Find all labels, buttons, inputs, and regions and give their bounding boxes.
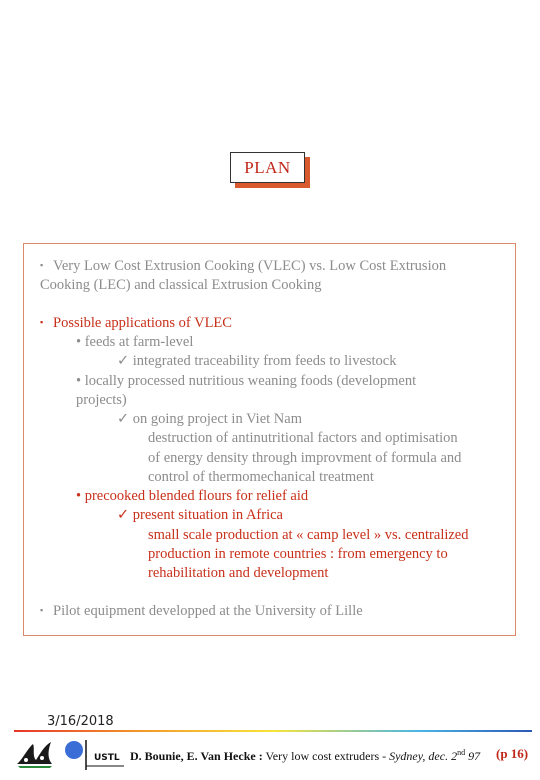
footer-rainbow-rule — [14, 730, 532, 732]
detail-line: of energy density through improvment of formula and — [148, 450, 462, 466]
item-text: Possible applications of VLEC — [53, 315, 232, 331]
detail-line: rehabilitation and development — [148, 565, 329, 581]
sub-sub-item-africa: ✓ present situation in Africa — [117, 507, 283, 523]
item-text-continued: Cooking (LEC) and classical Extrusion Cooking — [40, 277, 322, 293]
detail-line: small scale production at « camp level » vs. centralized — [148, 527, 469, 543]
item-text: Very Low Cost Extrusion Cooking (VLEC) vs. Low Cost Extrusion — [53, 258, 447, 274]
detail-line: production in remote countries : from emergency to — [148, 546, 448, 562]
sub-item-weaning-foods: • locally processed nutritious weaning foods (development — [76, 373, 417, 389]
footer-subject: Very low cost extruders - — [262, 749, 390, 763]
ustl-logo-label: USTL — [94, 753, 120, 763]
sub-item-relief-aid: • precooked blended flours for relief aid — [76, 488, 309, 504]
bullet-item-vlec-comparison — [40, 258, 446, 275]
title-block — [230, 152, 312, 190]
ustl-logo-icon — [64, 736, 126, 772]
sub-sub-item-viet-nam: ✓ on going project in Viet Nam — [117, 411, 302, 427]
detail-line: destruction of antinutritional factors and optimisation — [148, 430, 458, 446]
page-title: PLAN — [230, 152, 305, 183]
footer-date: 3/16/2018 — [47, 714, 114, 729]
sub-item-feeds: • feeds at farm-level — [76, 334, 194, 350]
footer-event-sup: nd — [457, 748, 466, 757]
item-text: Pilot equipment developped at the University of Lille — [53, 603, 363, 619]
detail-line: control of thermomechanical treatment — [148, 469, 374, 485]
square-bullet-icon: ▪ — [40, 317, 44, 327]
footer-citation — [130, 748, 480, 764]
sub-item-weaning-foods-continued: projects) — [76, 392, 127, 408]
bullet-item-pilot-equipment — [40, 603, 363, 620]
sub-sub-item-traceability: ✓ integrated traceability from feeds to livestock — [117, 353, 397, 369]
square-bullet-icon: ▪ — [40, 605, 44, 615]
iaal-logo-icon — [14, 738, 56, 770]
footer-authors: D. Bounie, E. Van Hecke : — [130, 749, 263, 763]
footer-event: Sydney, dec. 2 — [389, 749, 458, 763]
square-bullet-icon: ▪ — [40, 260, 44, 270]
bullet-item-applications — [40, 315, 232, 332]
page-number: (p 16) — [496, 746, 529, 761]
footer-event-year: 97 — [465, 749, 481, 763]
